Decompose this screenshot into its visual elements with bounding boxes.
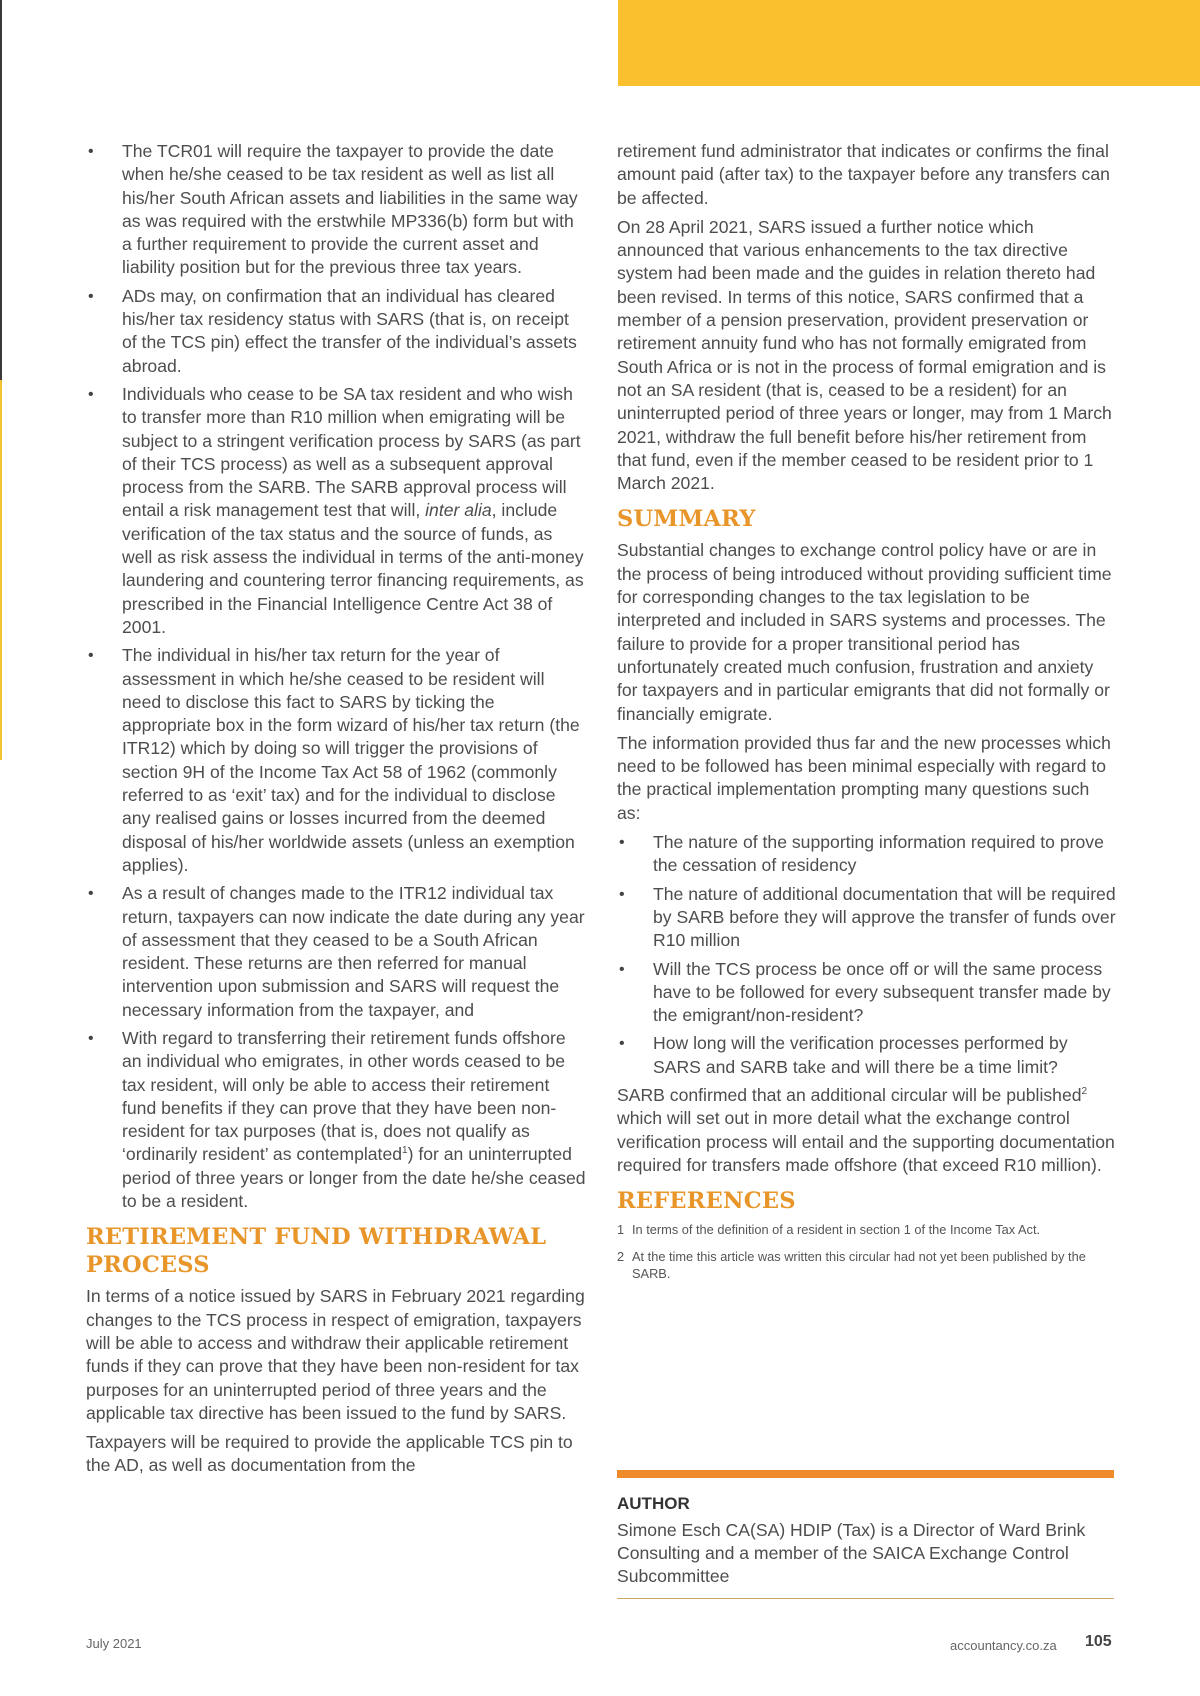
section-heading-references: REFERENCES: [617, 1188, 796, 1215]
body-paragraph: Taxpayers will be required to provide the applicable TCS pin to the AD, as well as documentation from the: [86, 1432, 573, 1476]
top-accent-bar: [618, 0, 1200, 86]
list-item: • Individuals who cease to be SA tax resident and who wish to transfer more than R10 million when emigrating will be subject to a stringent verification process by SARS (as part of their TCS process) as well as a subsequent approval process from the SARB. The SARB approval process will entail a risk management test that will, inter alia, include verification of the tax status and the source of funds, as well as risk assess the individual in terms of the anti-money laundering and countering terror financing requirements, as prescribed in the Financial Intelligence Centre Act 38 of 2001.: [88, 383, 584, 637]
section-heading-retirement: RETIREMENT FUND WITHDRAWAL PROCESS: [86, 1224, 547, 1279]
bullet-icon: •: [88, 385, 94, 403]
bullet-icon: •: [619, 960, 625, 978]
body-paragraph: In terms of a notice issued by SARS in February 2021 regarding changes to the TCS process in respect of emigration, taxpayers will be able to access and withdraw their applicable retirement funds if they can prove that they have been non-resident for tax purposes for an uninterrupted period of three years and the applicable tax directive has been issued to the fund by SARS.: [86, 1286, 585, 1423]
author-divider: [617, 1470, 1114, 1478]
list-item: • The nature of additional documentation that will be required by SARB before they will approve the transfer of funds over R10 million: [619, 883, 1116, 951]
body-paragraph: SARB confirmed that an additional circular will be published$^2$ which will set out in more detail what the exchange control verification process will entail and the supporting documentation required for transfers made offshore (that exceed R10 million).: [617, 1084, 1115, 1175]
bullet-icon: •: [88, 287, 94, 305]
section-heading-summary: SUMMARY: [617, 506, 756, 533]
body-paragraph: The information provided thus far and the new processes which need to be followed has been minimal especially with regard to the practical implementation prompting many questions such as:: [617, 732, 1111, 823]
list-item: • The individual in his/her tax return for the year of assessment in which he/she ceased to be resident will need to disclose this fact to SARS by ticking the appropriate box in the form wizard of his/her tax return (the ITR12) which by doing so will trigger the provisions of section 9H of the Income Tax Act 58 of 1962 (commonly referred to as ‘exit’ tax) and for the individual to disclose any realised gains or losses incurred from the deemed disposal of his/her worldwide assets (unless an exemption applies).: [88, 645, 580, 875]
author-heading: AUTHOR: [617, 1494, 690, 1513]
left-edge-stripe-dark: [0, 0, 2, 380]
author-box: [617, 1492, 1114, 1588]
list-item: • As a result of changes made to the ITR12 individual tax return, taxpayers can now indicate the date during any year of assessment that they ceased to be a South African resident. These returns are then referred for manual intervention upon submission and SARS will request the necessary information from the taxpayer, and: [88, 883, 585, 1020]
bullet-icon: •: [88, 1029, 94, 1047]
footnote-ref[interactable]: 2: [1081, 1086, 1088, 1098]
footer-site-link[interactable]: accountancy.co.za: [950, 1638, 1057, 1653]
author-bottom-divider: [617, 1598, 1114, 1599]
body-paragraph: On 28 April 2021, SARS issued a further notice which announced that various enhancements to the tax directive system had been made and the guides in relation thereto had been revised. In terms of this notice, SARS confirmed that a member of a pension preservation, provident preservation or retirement annuity fund who has not formally emigrated from South Africa or is not in the process of formal emigration and is not an SA resident (that is, ceased to be a resident) for an uninterrupted period of three years or longer, may from 1 March 2021, withdraw the full benefit before his/her retirement from that fund, even if the member ceased to be resident prior to 1 March 2021.: [617, 216, 1112, 494]
bullet-icon: •: [88, 647, 94, 665]
summary-bullet-list: [617, 831, 1117, 1079]
bullet-icon: •: [619, 834, 625, 852]
list-item: • Will the TCS process be once off or will the same process have to be followed for every subsequent transfer made by the emigrant/non-resident?: [619, 958, 1111, 1026]
reference-item: 2 At the time this article was written this circular had not yet been published by the SARB.: [617, 1249, 1086, 1282]
list-item: • The TCR01 will require the taxpayer to provide the date when he/she ceased to be tax resident as well as list all his/her South African assets and liabilities in the same way as was required with the erstwhile MP336(b) form but with a further requirement to provide the current asset and liability position but for the previous three tax years.: [88, 141, 578, 278]
body-paragraph: retirement fund administrator that indicates or confirms the final amount paid (after tax) to the taxpayer before any transfers can be affected.: [617, 141, 1110, 208]
right-column: [617, 140, 1117, 1292]
list-item: • With regard to transferring their retirement funds offshore an individual who emigrates, in other words ceased to be tax resident, will only be able to access their retirement fund benefits if they can prove that they have been non-resident for tax purposes (that is, does not qualify as ‘ordinarily resident’ as contemplated$^1$) for an uninterrupted period of three years or longer from the date he/she ceased to be a resident.: [88, 1027, 586, 1212]
body-paragraph: Substantial changes to exchange control policy have or are in the process of being introduced without providing sufficient time for corresponding changes to the tax legislation to be interpreted and included in SARS systems and processes. The failure to provide for a proper transitional period has unfortunately created much confusion, frustration and anxiety for taxpayers and in particular emigrants that did not formally or financially emigrate.: [617, 540, 1112, 724]
italic-term: inter alia: [425, 500, 492, 521]
list-item: • How long will the verification processes performed by SARS and SARB take and will there be a time limit?: [619, 1033, 1068, 1077]
list-item: • The nature of the supporting information required to prove the cessation of residency: [619, 832, 1104, 876]
bullet-icon: •: [619, 885, 625, 903]
page-number: 105: [1085, 1633, 1112, 1650]
bullet-icon: •: [88, 143, 94, 160]
footer-date: July 2021: [86, 1636, 142, 1651]
bullet-icon: •: [88, 885, 94, 903]
list-item: • ADs may, on confirmation that an individual has cleared his/her tax residency status with SARS (that is, on receipt of the TCS pin) effect the transfer of the individual’s assets abroad.: [88, 285, 577, 376]
bullet-icon: •: [619, 1035, 625, 1053]
references-list: [617, 1221, 1117, 1282]
left-bullet-list: [86, 140, 586, 1213]
left-column: [86, 140, 586, 1484]
footnote-ref[interactable]: 1: [402, 1145, 408, 1157]
reference-item: 1 In terms of the definition of a resident in section 1 of the Income Tax Act.: [617, 1222, 1041, 1238]
author-bio: Simone Esch CA(SA) HDIP (Tax) is a Director of Ward Brink Consulting and a member of the SAICA Exchange Control Subcommittee: [617, 1520, 1086, 1586]
